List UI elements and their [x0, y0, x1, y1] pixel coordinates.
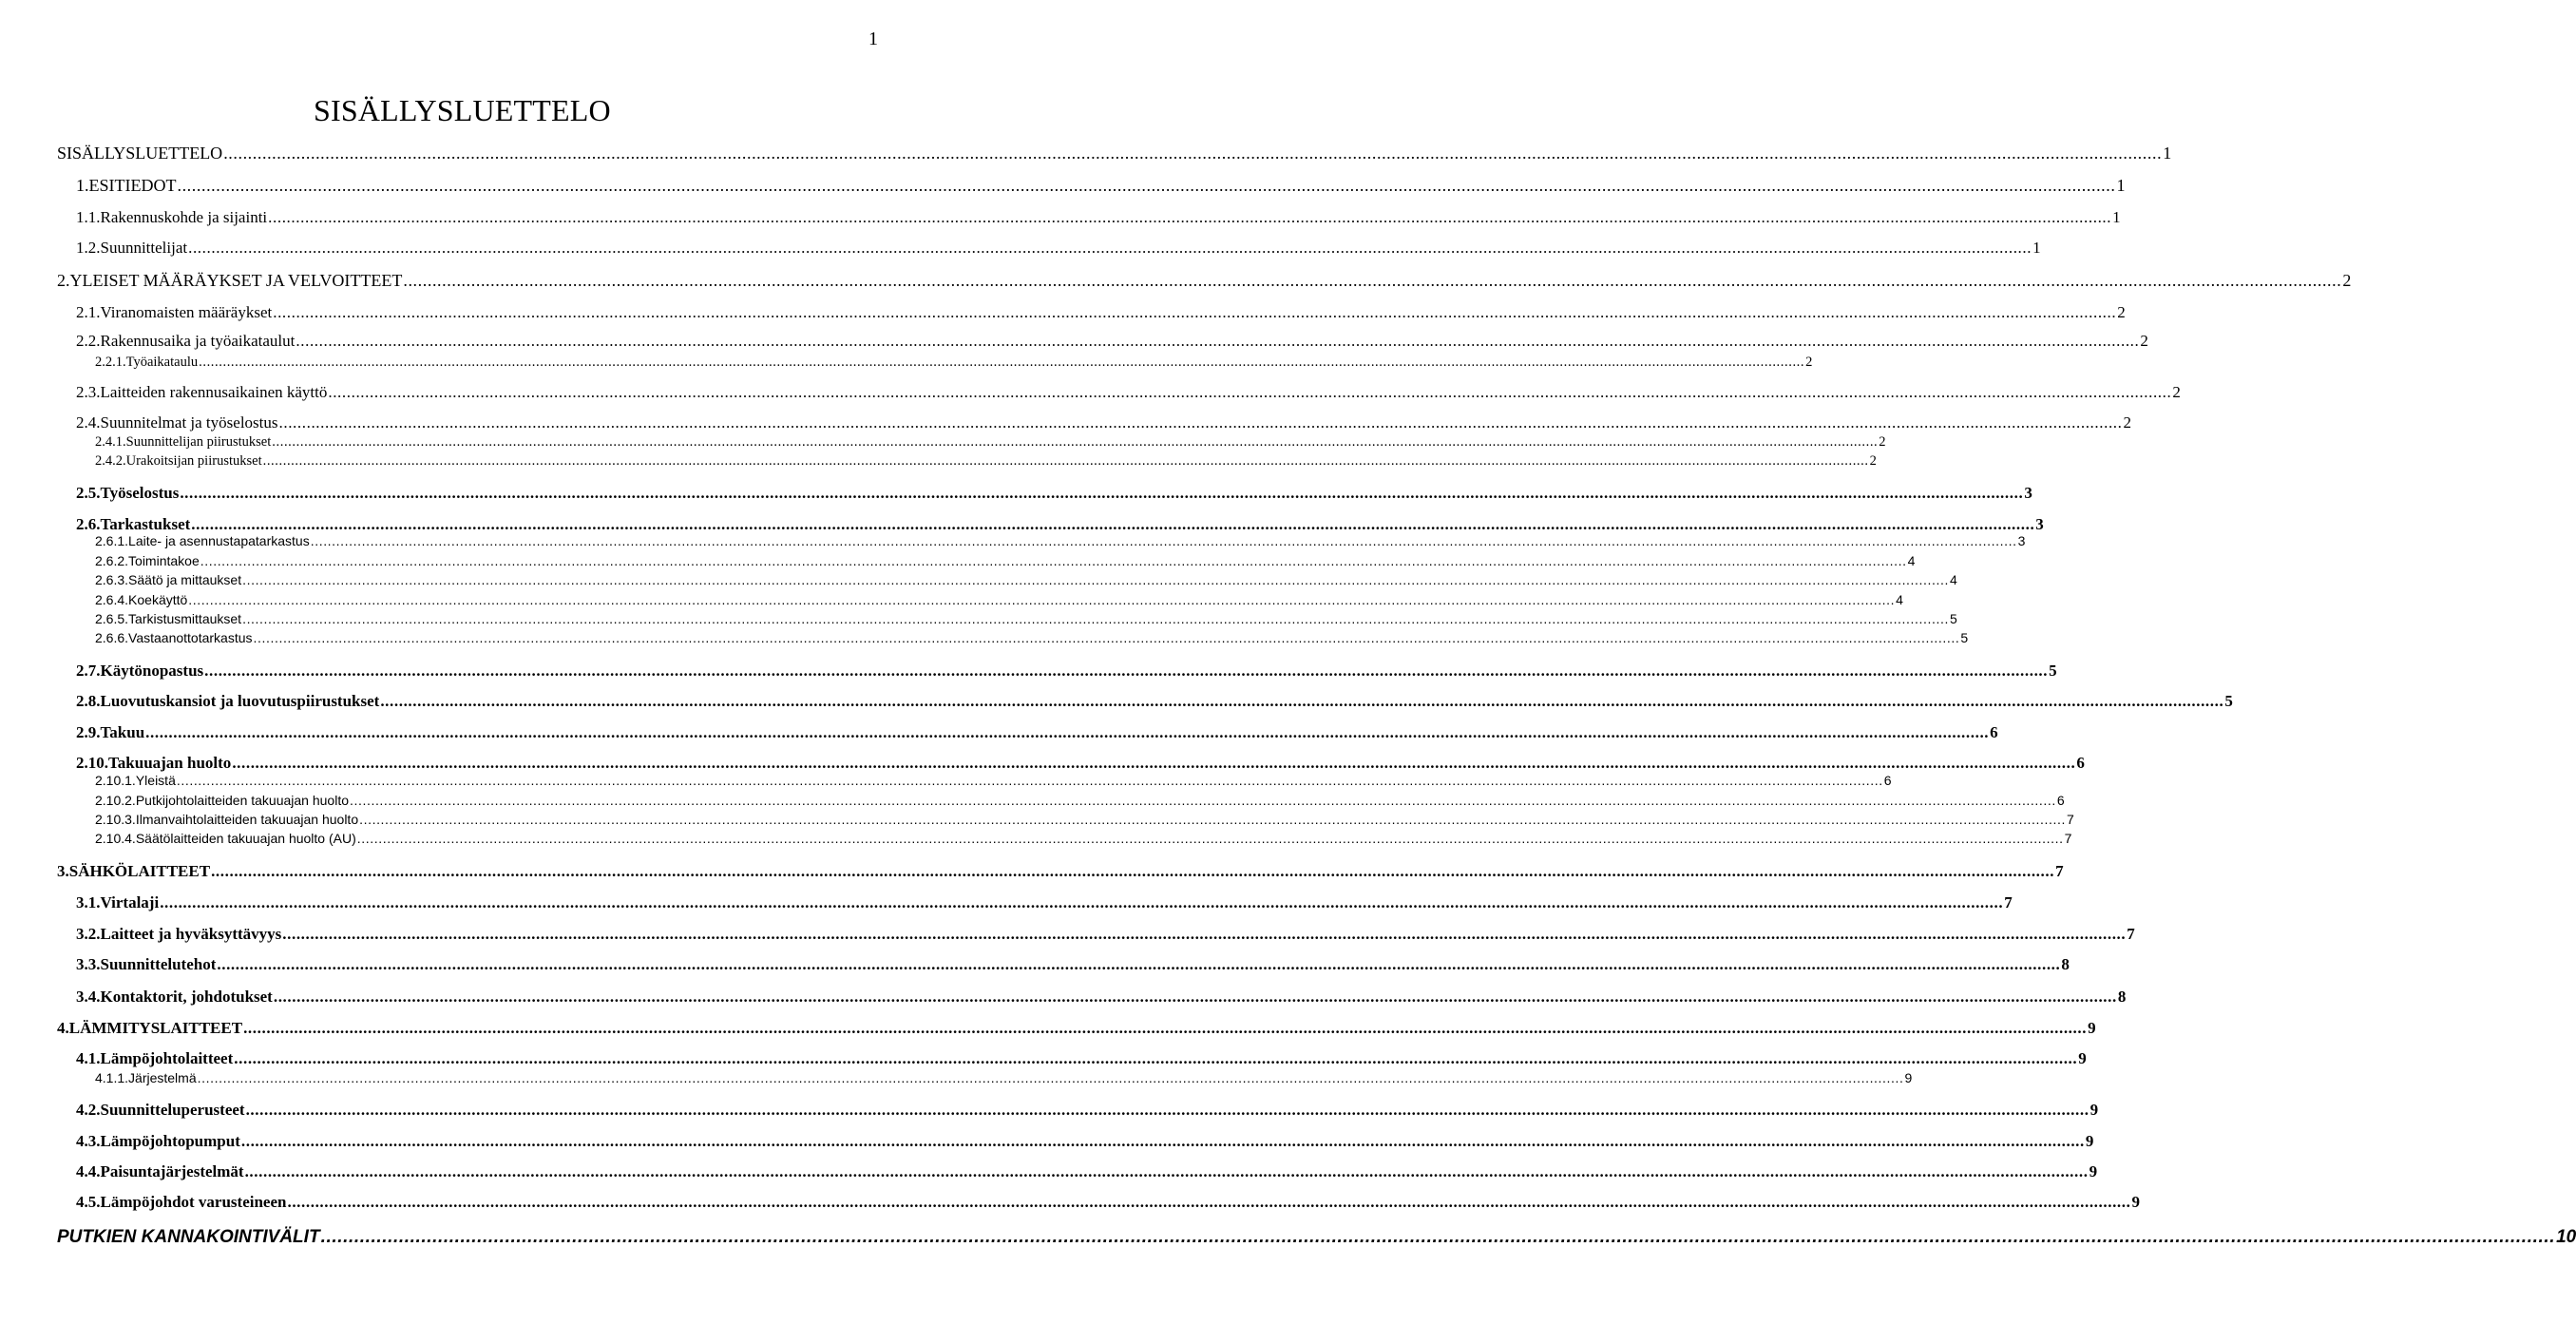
toc-entry-page: 3 [2017, 533, 2026, 548]
toc-entry-number: 4.5. [76, 1193, 101, 1211]
toc-dot-leader: ................................................................................................................................................................................................................................................................................................................................................................................................................ [310, 533, 2017, 548]
toc-entry-page: 2 [1869, 453, 1877, 469]
toc-entry[interactable] [76, 176, 2126, 195]
toc-dot-leader: ................................................................................................................................................................................................................................................................................................................................................................................................................ [272, 434, 1879, 450]
toc-dot-leader: ................................................................................................................................................................................................................................................................................................................................................................................................................ [217, 955, 2061, 973]
toc-dot-leader: ................................................................................................................................................................................................................................................................................................................................................................................................................ [242, 611, 1949, 626]
toc-entry-number: 2.6.1. [95, 533, 129, 548]
toc-entry-label: Paisuntajärjestelmät [100, 1162, 244, 1180]
toc-entry-number: 2.9. [76, 723, 101, 741]
toc-entry-page: 2 [2172, 383, 2181, 401]
toc-entry-number: 2.10.2. [95, 793, 136, 808]
toc-entry-page: 3 [2024, 484, 2032, 502]
toc-entry-number: 2.4.2. [95, 453, 126, 469]
toc-dot-leader: ................................................................................................................................................................................................................................................................................................................................................................................................................ [242, 572, 1949, 587]
toc-entry-label: Yleistä [135, 773, 176, 788]
toc-entry[interactable] [76, 1132, 2094, 1150]
toc-entry[interactable] [76, 692, 2233, 710]
toc-entry-number: 4.2. [76, 1101, 101, 1119]
toc-entry-label: YLEISET MÄÄRÄYKSET JA VELVOITTEET [69, 271, 403, 290]
toc-entry-page: 9 [1904, 1070, 1913, 1085]
toc-entry[interactable] [95, 611, 1957, 626]
toc-dot-leader: ................................................................................................................................................................................................................................................................................................................................................................................................................ [278, 413, 2123, 432]
toc-entry-label: Takuuajan huolto [108, 754, 232, 772]
toc-entry-label: Kontaktorit, johdotukset [100, 988, 273, 1006]
toc-entry[interactable] [76, 1193, 2140, 1211]
toc-entry-number: 4. [57, 1019, 69, 1037]
toc-entry-page: 7 [2064, 831, 2072, 846]
toc-entry-number: 2.7. [76, 662, 101, 680]
toc-entry-number: 2.1. [76, 303, 101, 321]
toc-entry-page: 1 [2032, 239, 2041, 257]
toc-entry-page: 7 [2004, 893, 2013, 911]
toc-dot-leader: ................................................................................................................................................................................................................................................................................................................................................................................................................ [403, 271, 2342, 290]
toc-entry-label: PUTKIEN KANNAKOINTIVÄLIT [57, 1227, 320, 1247]
toc-entry-number: 2.6.5. [95, 611, 129, 626]
toc-entry-label: ESITIEDOT [88, 176, 177, 195]
toc-entry-page: 6 [1883, 773, 1892, 788]
toc-dot-leader: ................................................................................................................................................................................................................................................................................................................................................................................................................ [191, 515, 2035, 533]
toc-dot-leader: ................................................................................................................................................................................................................................................................................................................................................................................................................ [328, 383, 2172, 401]
toc-entry-page: 7 [2127, 925, 2135, 943]
toc-entry-page: 2 [1879, 434, 1886, 450]
toc-entry-label: Suunnittelijat [100, 239, 188, 257]
toc-entry-number: 2.2.1. [95, 355, 126, 370]
toc-entry[interactable] [76, 893, 2013, 911]
toc-entry-number: 3. [57, 862, 69, 880]
toc-entry-label: Laitteiden rakennusaikainen käyttö [100, 383, 328, 401]
toc-entry-number: 4.1. [76, 1049, 101, 1067]
toc-entry-label: LÄMMITYSLAITTEET [68, 1019, 243, 1037]
toc-dot-leader: ................................................................................................................................................................................................................................................................................................................................................................................................................ [204, 662, 2049, 680]
toc-entry-number: 2.6.2. [95, 553, 129, 568]
toc-entry-label: Virtalaji [100, 893, 160, 911]
toc-entry-number: 2.4. [76, 413, 101, 432]
toc-entry[interactable] [76, 413, 2131, 432]
toc-entry-page: 9 [2131, 1193, 2140, 1211]
toc-entry-number: 2.6.4. [95, 592, 129, 607]
toc-entry-page: 1 [2163, 144, 2172, 163]
toc-entry[interactable] [57, 862, 2064, 880]
toc-entry-number: 2.10.3. [95, 812, 136, 827]
toc-entry-label: Takuu [100, 723, 145, 741]
toc-entry-page: 1 [2112, 208, 2121, 226]
toc-entry-number: 2.2. [76, 332, 101, 350]
toc-dot-leader: ................................................................................................................................................................................................................................................................................................................................................................................................................ [188, 592, 1896, 607]
toc-entry-label: Laite- ja asennustapatarkastus [128, 533, 310, 548]
toc-entry-number: 2.10.4. [95, 831, 136, 846]
toc-entry[interactable] [95, 453, 1877, 469]
toc-entry-page: 2 [1805, 355, 1813, 370]
toc-dot-leader: ................................................................................................................................................................................................................................................................................................................................................................................................................ [199, 355, 1805, 370]
toc-entry-number: 2. [57, 271, 70, 290]
toc-entry[interactable] [95, 434, 1886, 450]
toc-entry[interactable] [76, 723, 1998, 741]
toc-entry-number: 2.8. [76, 692, 101, 710]
toc-entry-label: Työselostus [100, 484, 180, 502]
toc-entry-label: Suunnitelmat ja työselostus [100, 413, 278, 432]
toc-dot-leader: ................................................................................................................................................................................................................................................................................................................................................................................................................ [188, 239, 2032, 257]
toc-entry[interactable] [95, 630, 1969, 645]
toc-entry-number: 2.3. [76, 383, 101, 401]
toc-entry-page: 9 [2089, 1162, 2098, 1180]
toc-dot-leader: ................................................................................................................................................................................................................................................................................................................................................................................................................ [223, 144, 2163, 163]
toc-dot-leader: ................................................................................................................................................................................................................................................................................................................................................................................................................ [359, 812, 2066, 827]
toc-entry[interactable] [95, 553, 1916, 568]
toc-dot-leader: ................................................................................................................................................................................................................................................................................................................................................................................................................ [244, 1162, 2089, 1180]
toc-dot-leader: ................................................................................................................................................................................................................................................................................................................................................................................................................ [180, 484, 2024, 502]
toc-entry[interactable] [76, 955, 2070, 973]
toc-entry-page: 4 [1907, 553, 1916, 568]
toc-entry-label: Toimintakoe [128, 553, 200, 568]
toc-entry-label: Suunnittelijan piirustukset [125, 434, 272, 450]
toc-entry-page: 5 [1960, 630, 1969, 645]
toc-entry-number: 3.1. [76, 893, 101, 911]
toc-entry-label: Suunnitteluperusteet [100, 1101, 245, 1119]
toc-entry-label: Työaikataulu [125, 355, 199, 370]
toc-entry[interactable] [57, 144, 2172, 163]
toc-entry-label: SISÄLLYSLUETTELO [57, 144, 223, 163]
toc-entry-page: 7 [2055, 862, 2064, 880]
toc-dot-leader: ................................................................................................................................................................................................................................................................................................................................................................................................................ [176, 773, 1883, 788]
toc-entry-page: 2 [2342, 271, 2352, 290]
toc-entry-number: 2.4.1. [95, 434, 126, 450]
toc-entry[interactable] [95, 793, 2065, 808]
toc-entry-label: Putkijohtolaitteiden takuuajan huolto [135, 793, 349, 808]
toc-entry-label: Tarkistusmittaukset [128, 611, 242, 626]
toc-dot-leader: ................................................................................................................................................................................................................................................................................................................................................................................................................ [268, 208, 2112, 226]
toc-entry[interactable] [76, 1162, 2098, 1180]
toc-entry-page: 5 [2224, 692, 2233, 710]
toc-entry-number: 2.6.6. [95, 630, 129, 645]
toc-entry-label: Suunnittelutehot [100, 955, 217, 973]
toc-entry[interactable] [76, 208, 2121, 226]
toc-entry-number: 3.3. [76, 955, 101, 973]
toc-dot-leader: ................................................................................................................................................................................................................................................................................................................................................................................................................ [350, 793, 2056, 808]
toc-entry-label: Viranomaisten määräykset [100, 303, 273, 321]
toc-dot-leader: ................................................................................................................................................................................................................................................................................................................................................................................................................ [287, 1193, 2131, 1211]
toc-dot-leader: ................................................................................................................................................................................................................................................................................................................................................................................................................ [200, 553, 1907, 568]
toc-entry[interactable] [57, 271, 2352, 290]
toc-dot-leader: ................................................................................................................................................................................................................................................................................................................................................................................................................ [232, 754, 2076, 772]
toc-entry-page: 9 [2089, 1101, 2099, 1119]
toc-entry[interactable] [76, 1101, 2099, 1119]
toc-entry-label: Koekäyttö [128, 592, 188, 607]
toc-entry[interactable] [76, 662, 2057, 680]
toc-entry-page: 10 [2556, 1227, 2576, 1247]
toc-entry-page: 8 [2117, 988, 2127, 1006]
toc-dot-leader: ................................................................................................................................................................................................................................................................................................................................................................................................................ [273, 988, 2117, 1006]
toc-entry[interactable] [95, 831, 2072, 846]
toc-entry[interactable] [76, 332, 2148, 350]
toc-entry-label: Luovutuskansiot ja luovutuspiirustukset [100, 692, 380, 710]
toc-entry-label: Käytönopastus [100, 662, 204, 680]
toc-entry-label: Vastaanottotarkastus [128, 630, 253, 645]
toc-dot-leader: ................................................................................................................................................................................................................................................................................................................................................................................................................ [273, 303, 2117, 321]
toc-entry-number: 4.4. [76, 1162, 101, 1180]
toc-entry-page: 4 [1896, 592, 1903, 607]
toc-entry-label: Säätölaitteiden takuuajan huolto (AU) [135, 831, 356, 846]
toc-entry[interactable] [76, 988, 2127, 1006]
toc-entry-page: 1 [2116, 176, 2126, 195]
toc-entry-number: 3.4. [76, 988, 101, 1006]
toc-dot-leader: ................................................................................................................................................................................................................................................................................................................................................................................................................ [262, 453, 1869, 469]
toc-entry-page: 6 [2056, 793, 2065, 808]
toc-entry[interactable] [76, 484, 2032, 502]
toc-entry-page: 7 [2066, 812, 2074, 827]
toc-dot-leader: ................................................................................................................................................................................................................................................................................................................................................................................................................ [240, 1132, 2085, 1150]
toc-entry[interactable] [76, 515, 2044, 533]
toc-dot-leader: ................................................................................................................................................................................................................................................................................................................................................................................................................ [380, 692, 2224, 710]
toc-entry[interactable] [76, 925, 2135, 943]
toc-entry[interactable] [57, 1019, 2096, 1037]
toc-dot-leader: ................................................................................................................................................................................................................................................................................................................................................................................................................ [234, 1049, 2078, 1067]
toc-entry[interactable] [76, 239, 2041, 257]
toc-entry-page: 2 [2140, 332, 2148, 350]
toc-entry-page: 5 [1949, 611, 1957, 626]
toc-dot-leader: ................................................................................................................................................................................................................................................................................................................................................................................................................ [145, 723, 1990, 741]
page-title: SISÄLLYSLUETTELO [314, 93, 611, 127]
toc-entry-label: Lämpöjohtopumput [100, 1132, 240, 1150]
toc-entry-number: 1.1. [76, 208, 101, 226]
toc-entry-number: 2.10. [76, 754, 108, 772]
toc-entry[interactable] [76, 383, 2181, 401]
toc-dot-leader: ................................................................................................................................................................................................................................................................................................................................................................................................................ [211, 862, 2055, 880]
toc-dot-leader: ................................................................................................................................................................................................................................................................................................................................................................................................................ [243, 1019, 2088, 1037]
toc-entry-page: 2 [2117, 303, 2126, 321]
toc-entry-number: 2.6. [76, 515, 101, 533]
toc-entry-page: 6 [1990, 723, 1998, 741]
toc-entry[interactable] [76, 1049, 2087, 1067]
toc-entry-number: 1. [76, 176, 89, 195]
toc-entry-page: 3 [2035, 515, 2044, 533]
toc-entry-label: Urakoitsijan piirustukset [125, 453, 262, 469]
toc-entry-page: 9 [2085, 1132, 2094, 1150]
toc-entry[interactable] [76, 754, 2085, 772]
toc-dot-leader: ................................................................................................................................................................................................................................................................................................................................................................................................................ [253, 630, 1960, 645]
toc-dot-leader: ................................................................................................................................................................................................................................................................................................................................................................................................................ [296, 332, 2140, 350]
toc-entry-page: 8 [2061, 955, 2070, 973]
toc-entry-page: 5 [2049, 662, 2057, 680]
toc-entry-page: 9 [2088, 1019, 2096, 1037]
toc-entry[interactable] [95, 812, 2074, 827]
toc-entry[interactable] [95, 1070, 1913, 1085]
toc-dot-leader: ................................................................................................................................................................................................................................................................................................................................................................................................................ [320, 1227, 2556, 1247]
toc-dot-leader: ................................................................................................................................................................................................................................................................................................................................................................................................................ [177, 176, 2116, 195]
toc-dot-leader: ................................................................................................................................................................................................................................................................................................................................................................................................................ [282, 925, 2127, 943]
toc-entry-number: 3.2. [76, 925, 101, 943]
toc-entry[interactable] [95, 572, 1957, 587]
toc-entry[interactable] [57, 1227, 2576, 1247]
toc-entry-page: 6 [2076, 754, 2085, 772]
toc-entry-label: Lämpöjohdot varusteineen [100, 1193, 287, 1211]
toc-entry[interactable] [95, 773, 1892, 788]
toc-entry-number: 1.2. [76, 239, 101, 257]
toc-entry-page: 2 [2123, 413, 2131, 432]
toc-entry-number: 2.10.1. [95, 773, 136, 788]
toc-entry-number: 2.5. [76, 484, 101, 502]
toc-entry-label: Rakennuskohde ja sijainti [100, 208, 268, 226]
toc-entry[interactable] [95, 592, 1903, 607]
toc-entry-label: Järjestelmä [128, 1070, 197, 1085]
toc-entry-label: Säätö ja mittaukset [128, 572, 242, 587]
toc-entry[interactable] [95, 533, 2026, 548]
toc-entry-page: 4 [1949, 572, 1957, 587]
toc-entry-label: Tarkastukset [100, 515, 191, 533]
toc-entry-label: Lämpöjohtolaitteet [100, 1049, 234, 1067]
page-number: 1 [868, 29, 878, 49]
toc-entry[interactable] [76, 303, 2126, 321]
toc-dot-leader: ................................................................................................................................................................................................................................................................................................................................................................................................................ [245, 1101, 2089, 1119]
toc-dot-leader: ................................................................................................................................................................................................................................................................................................................................................................................................................ [160, 893, 2004, 911]
toc-entry-label: SÄHKÖLAITTEET [68, 862, 211, 880]
toc-dot-leader: ................................................................................................................................................................................................................................................................................................................................................................................................................ [356, 831, 2064, 846]
toc-entry-label: Rakennusaika ja työaikataulut [100, 332, 296, 350]
toc-entry[interactable] [95, 355, 1813, 370]
toc-entry-label: Laitteet ja hyväksyttävyys [100, 925, 282, 943]
toc-entry-label: Ilmanvaihtolaitteiden takuuajan huolto [135, 812, 359, 827]
toc-dot-leader: ................................................................................................................................................................................................................................................................................................................................................................................................................ [197, 1070, 1904, 1085]
toc-entry-number: 4.1.1. [95, 1070, 129, 1085]
toc-entry-number: 2.6.3. [95, 572, 129, 587]
toc-entry-number: 4.3. [76, 1132, 101, 1150]
toc-entry-page: 9 [2078, 1049, 2087, 1067]
